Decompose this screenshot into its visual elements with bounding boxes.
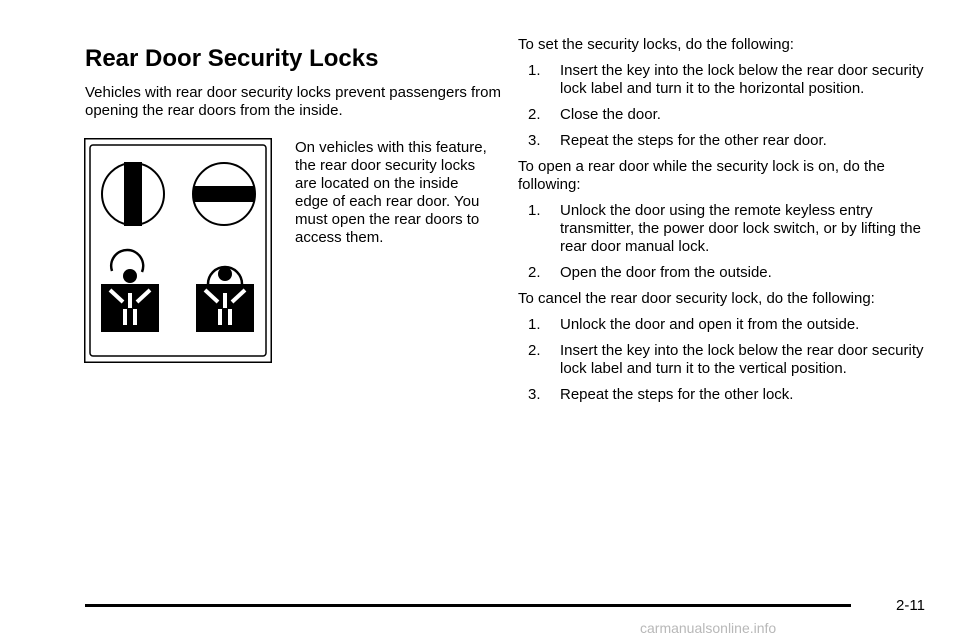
watermark: carmanualsonline.info — [640, 620, 777, 636]
list-item: 3. Repeat the steps for the other rear door. — [528, 132, 827, 149]
set-locks-lead: To set the security locks, do the following: — [518, 36, 794, 53]
list-item: 1. Unlock the door using the remote keyless entry transmitter, the power door lock switch, or by lifting the rear door manual lock. — [528, 202, 921, 255]
vertical-slot-lock-icon — [102, 162, 164, 226]
open-door-lead: To open a rear door while the security lock is on, do the following: — [518, 158, 885, 193]
intro-paragraph: Vehicles with rear door security locks prevent passengers from opening the rear doors from the inside. — [85, 84, 502, 119]
lock-location-paragraph: On vehicles with this feature, the rear door security locks are located on the inside edge of each rear door. You must open the rear doors to access them. — [295, 139, 487, 246]
cancel-lock-steps — [518, 316, 938, 404]
security-lock-label-figure — [84, 138, 272, 363]
footer-divider — [85, 604, 851, 607]
list-item: 2. Insert the key into the lock below the rear door security lock label and turn it to the vertical position. — [528, 342, 924, 377]
list-item: 1. Unlock the door and open it from the outside. — [528, 316, 860, 333]
list-item: 1. Insert the key into the lock below the rear door security lock label and turn it to the horizontal position. — [528, 62, 924, 97]
horizontal-slot-lock-icon — [193, 163, 255, 225]
list-item: 2. Close the door. — [528, 106, 661, 123]
list-item: 2. Open the door from the outside. — [528, 264, 772, 281]
open-door-steps — [518, 202, 938, 282]
page-title: Rear Door Security Locks — [85, 45, 379, 72]
set-locks-steps — [518, 62, 938, 150]
page-number: 2-11 — [896, 597, 925, 614]
instructions-column — [518, 36, 938, 404]
list-item: 3. Repeat the steps for the other lock. — [528, 386, 794, 403]
cancel-lock-lead: To cancel the rear door security lock, do the following: — [518, 290, 875, 307]
